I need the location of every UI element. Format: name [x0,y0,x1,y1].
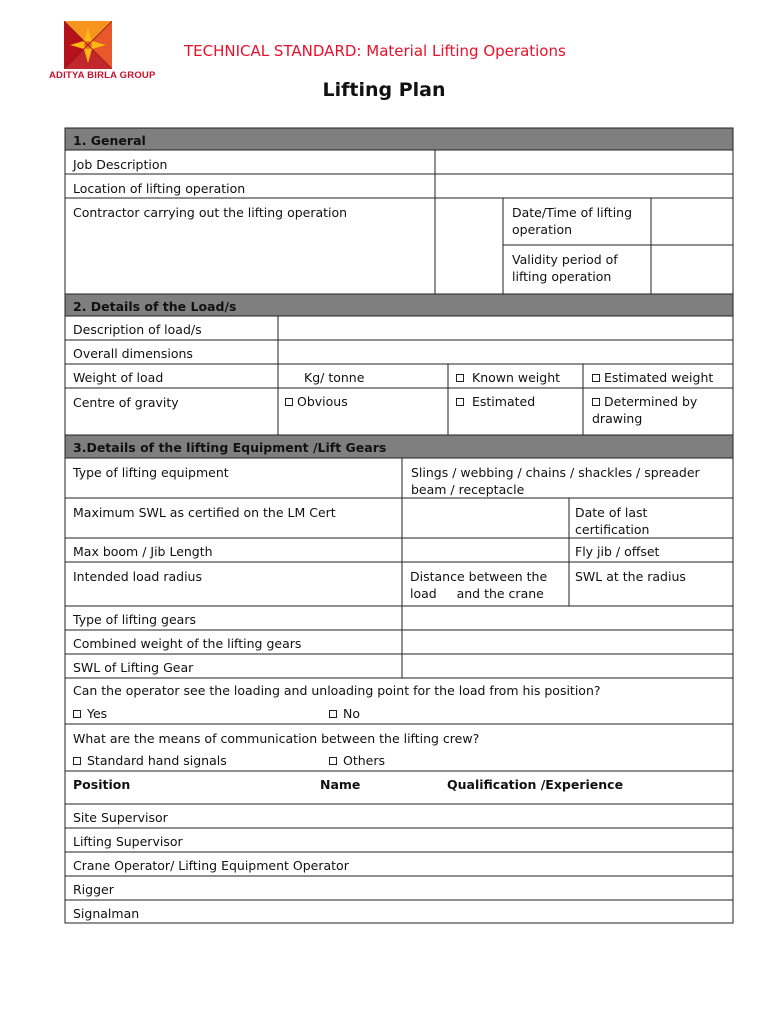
hand-signals-label: Standard hand signals [87,753,227,768]
standard-prefix: TECHNICAL STANDARD: [184,42,367,60]
others-checkbox[interactable] [329,757,337,765]
gear-weight-label: Combined weight of the lifting gears [73,636,302,651]
centre-of-gravity-label: Centre of gravity [73,395,179,410]
others-label: Others [343,753,386,768]
gear-type-label: Type of lifting gears [73,612,196,627]
section-load-heading: 2. Details of the Load/s [73,299,237,314]
communication-question: What are the means of communication between the lifting crew? [73,731,480,746]
estimated-cog-label: Estimated [472,394,536,409]
qualification-column-header: Qualification /Experience [447,777,624,792]
role-site-supervisor: Site Supervisor [73,810,168,825]
date-time-label: Date/Time of lifting operation [512,205,633,237]
determined-option[interactable] [592,394,730,427]
location-label: Location of lifting operation [73,181,246,196]
known-weight-label: Known weight [472,370,561,385]
gear-swl-label: SWL of Lifting Gear [73,660,194,675]
obvious-label: Obvious [297,394,348,409]
job-description-label: Job Description [73,157,168,172]
page-title: Lifting Plan [322,79,446,101]
role-signalman: Signalman [73,906,140,921]
logo-text: ADITYA BIRLA GROUP [49,70,156,81]
estimated-cog-checkbox[interactable] [456,398,464,406]
estimated-weight-option[interactable] [592,370,713,387]
hand-signals-option[interactable] [73,753,227,770]
yes-checkbox[interactable] [73,710,81,718]
position-column-header: Position [73,777,131,792]
role-lifting-supervisor: Lifting Supervisor [73,834,183,849]
section-general-heading: 1. General [73,133,146,148]
name-column-header: Name [320,777,361,792]
boom-length-label: Max boom / Jib Length [73,544,213,559]
weight-label: Weight of load [73,370,164,385]
max-swl-label: Maximum SWL as certified on the LM Cert [73,505,336,520]
determined-checkbox[interactable] [592,398,600,406]
contractor-label: Contractor carrying out the lifting operation [73,205,348,220]
no-checkbox[interactable] [329,710,337,718]
hand-signals-checkbox[interactable] [73,757,81,765]
distance-label: Distance between the load and the crane [410,569,552,601]
obvious-option[interactable] [285,394,348,411]
yes-label: Yes [87,706,108,721]
estimated-weight-checkbox[interactable] [592,374,600,382]
standard-name: Material Lifting Operations [366,42,566,60]
role-crane-operator: Crane Operator/ Lifting Equipment Operator [73,858,349,873]
yes-option[interactable] [73,706,107,723]
load-description-label: Description of load/s [73,322,202,337]
equipment-examples-label: Slings / webbing / chains / shackles / spreader beam / receptacle [411,465,700,497]
no-label: No [343,706,360,721]
weight-unit-label: Kg/ tonne [304,370,365,385]
no-option[interactable] [329,706,360,723]
known-weight-checkbox[interactable] [456,374,464,382]
dimensions-label: Overall dimensions [73,346,193,361]
fly-jib-label: Fly jib / offset [575,544,660,559]
estimated-weight-label: Estimated weight [604,370,714,385]
swl-radius-label: SWL at the radius [575,569,686,584]
load-radius-label: Intended load radius [73,569,202,584]
determined-label: Determined by drawing [592,394,698,426]
section-equipment-heading: 3.Details of the lifting Equipment /Lift Gears [73,440,387,455]
known-weight-option[interactable] [456,370,560,387]
operator-question: Can the operator see the loading and unloading point for the load from his position? [73,683,601,698]
others-option[interactable] [329,753,385,770]
validity-label: Validity period of lifting operation [512,252,618,284]
estimated-cog-option[interactable] [456,394,535,411]
equipment-type-label: Type of lifting equipment [73,465,229,480]
role-rigger: Rigger [73,882,114,897]
obvious-checkbox[interactable] [285,398,293,406]
last-cert-label: Date of last certification [575,505,650,537]
